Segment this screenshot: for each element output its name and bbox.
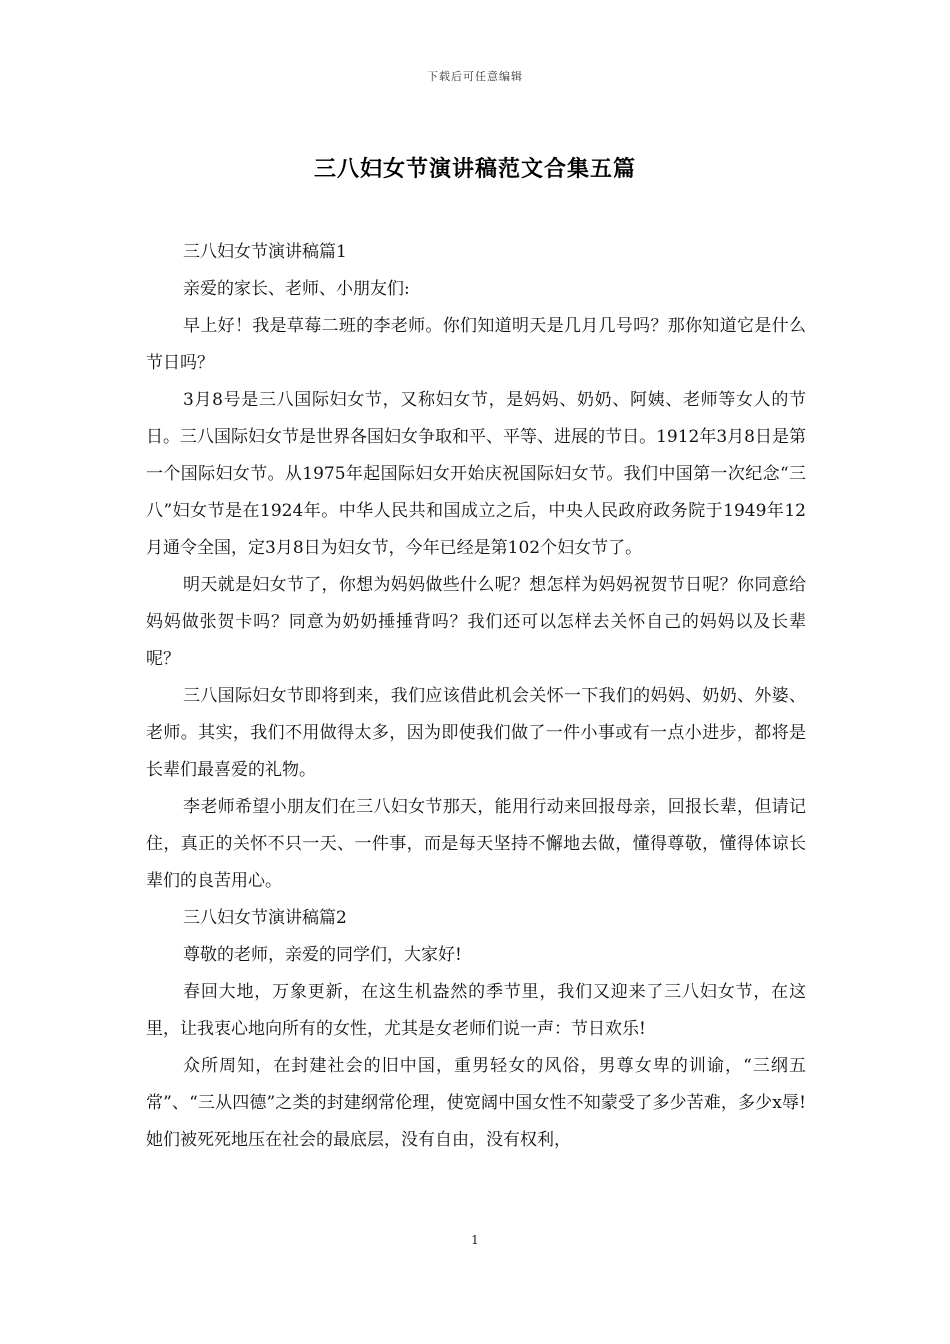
paragraph: 春回大地，万象更新，在这生机盎然的季节里，我们又迎来了三八妇女节，在这里，让我衷心地向所有的女性，尤其是女老师们说一声：节日欢乐! <box>146 982 806 1039</box>
section-heading-1: 三八妇女节演讲稿篇1 <box>183 242 347 262</box>
document-title: 三八妇女节演讲稿范文合集五篇 <box>313 156 636 182</box>
salutation-2: 尊敬的老师，亲爱的同学们，大家好! <box>183 945 462 965</box>
salutation-1: 亲爱的家长、老师、小朋友们: <box>183 279 410 299</box>
paragraph: 3月8号是三八国际妇女节，又称妇女节，是妈妈、奶奶、阿姨、老师等女人的节日。三八国际妇女节是世界各国妇女争取和平、平等、进展的节日。1912年3月8日是第一个国际妇女节。从1975年起国际妇女开始庆祝国际妇女节。我们中国第一次纪念“三八”妇女节是在1924年。中华人民共和国成立之后，中央人民政府政务院于1949年12月通令全国，定3月8日为妇女节，今年已经是第102个妇女节了。 <box>146 390 806 558</box>
header-note: 下载后可任意编辑 <box>427 70 523 83</box>
paragraph: 明天就是妇女节了，你想为妈妈做些什么呢？想怎样为妈妈祝贺节日呢？你同意给妈妈做张贺卡吗？同意为奶奶捶捶背吗？我们还可以怎样去关怀自己的妈妈以及长辈呢？ <box>146 575 806 669</box>
document-body <box>146 234 806 1159</box>
paragraph: 三八国际妇女节即将到来，我们应该借此机会关怀一下我们的妈妈、奶奶、外婆、老师。其实，我们不用做得太多，因为即使我们做了一件小事或有一点小进步，都将是长辈们最喜爱的礼物。 <box>146 686 806 780</box>
page-number: 1 <box>471 1233 479 1247</box>
paragraph: 李老师希望小朋友们在三八妇女节那天，能用行动来回报母亲，回报长辈，但请记住，真正的关怀不只一天、一件事，而是每天坚持不懈地去做，懂得尊敬，懂得体谅长辈们的良苦用心。 <box>146 797 806 891</box>
paragraph: 早上好！我是草莓二班的李老师。你们知道明天是几月几号吗？那你知道它是什么节日吗？ <box>146 316 806 373</box>
paragraph: 众所周知，在封建社会的旧中国，重男轻女的风俗，男尊女卑的训谕，“三纲五常”、“三从四德”之类的封建纲常伦理，使宽阔中国女性不知蒙受了多少苦难，多少x辱!她们被死死地压在社会的最底层，没有自由，没有权利， <box>146 1056 806 1150</box>
section-heading-2: 三八妇女节演讲稿篇2 <box>183 908 347 928</box>
